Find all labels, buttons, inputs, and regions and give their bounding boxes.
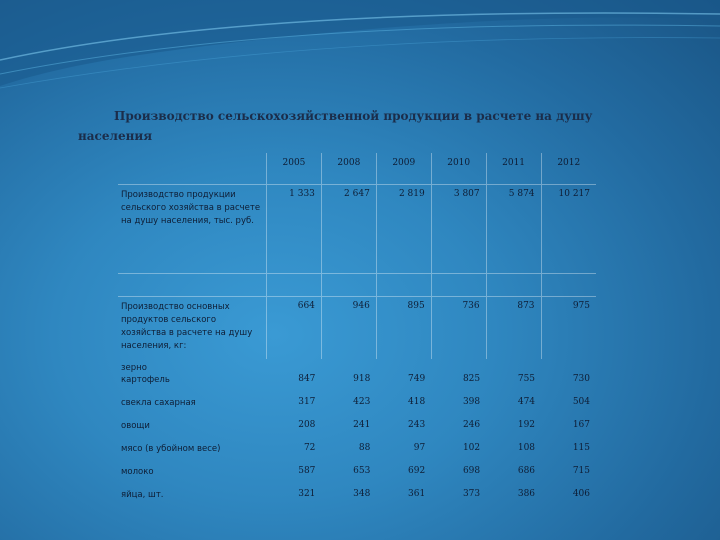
table-cell: 192 <box>517 420 536 430</box>
row-label-potato: картофель <box>121 375 170 385</box>
table-cell: 5 874 <box>486 185 541 274</box>
table-cell: 2 647 <box>321 185 376 274</box>
table-cell: 208 <box>298 420 316 430</box>
table-row <box>118 417 596 440</box>
spacer-cell <box>118 274 267 297</box>
table-cell: 167 <box>572 420 590 430</box>
decorative-swoosh <box>0 0 720 120</box>
year-header: 2005 <box>267 153 322 185</box>
table-cell: 749 <box>408 374 426 384</box>
table-cell: 698 <box>462 466 481 476</box>
table-cell: 88 <box>358 443 371 453</box>
table-cell: 361 <box>408 489 426 499</box>
row-label: овощи <box>121 421 150 431</box>
table-cell: 243 <box>408 420 426 430</box>
table-spacer-row <box>118 274 596 297</box>
table-cell: 755 <box>517 374 536 384</box>
table-row <box>118 486 596 509</box>
table-header-row <box>118 153 596 185</box>
table-cell: 2 819 <box>376 185 431 274</box>
table-cell: 348 <box>353 489 371 499</box>
spacer-cell <box>486 274 541 297</box>
year-header: 2009 <box>376 153 431 185</box>
table-cell: 873 <box>486 297 541 360</box>
table-cell: 653 <box>353 466 371 476</box>
table-cell: 246 <box>462 420 481 430</box>
header-empty-cell <box>118 153 267 185</box>
table-cell: 423 <box>353 397 371 407</box>
table-row <box>118 359 596 394</box>
row-label-grain: зерно <box>121 363 147 373</box>
spacer-cell <box>321 274 376 297</box>
table-cell: 386 <box>517 489 536 499</box>
row-label: Производство продукции сельского хозяйства в расчете на душу населения, тыс. руб. <box>118 185 267 274</box>
table-cell: 587 <box>298 466 316 476</box>
table-cell: 664 <box>267 297 322 360</box>
table-cell: 398 <box>462 397 481 407</box>
table-cell: 686 <box>517 466 536 476</box>
table-cell: 825 <box>462 374 481 384</box>
row-label: Производство основных продуктов сельского хозяйства в расчете на душу населения, кг: <box>121 302 253 351</box>
table-cell: 730 <box>572 374 590 384</box>
table-cell: 97 <box>413 443 426 453</box>
table-cell: 847 <box>298 374 316 384</box>
row-label: мясо (в убойном весе) <box>121 444 221 454</box>
table-row <box>118 185 596 274</box>
table-row <box>118 297 596 360</box>
page-title: Производство сельскохозяйственной продукции в расчете на душу населения <box>78 109 593 143</box>
table-cell: 418 <box>408 397 426 407</box>
table-cell: 692 <box>408 466 426 476</box>
table-cell: 474 <box>517 397 536 407</box>
table-cell: 108 <box>517 443 536 453</box>
spacer-cell <box>376 274 431 297</box>
row-label: яйца, шт. <box>121 490 164 500</box>
table-cell: 918 <box>353 374 371 384</box>
table-cell: 504 <box>572 397 590 407</box>
year-header: 2012 <box>541 153 596 185</box>
table-cell: 373 <box>462 489 481 499</box>
table-row <box>118 463 596 486</box>
table-cell: 241 <box>353 420 371 430</box>
table-cell: 406 <box>572 489 590 499</box>
spacer-cell <box>431 274 486 297</box>
table-row <box>118 440 596 463</box>
table-cell: 321 <box>298 489 316 499</box>
year-header: 2010 <box>431 153 486 185</box>
table-cell: 736 <box>431 297 486 360</box>
row-label: молоко <box>121 467 154 477</box>
table-cell: 115 <box>572 443 590 453</box>
table-cell: 72 <box>303 443 316 453</box>
table-row <box>118 394 596 417</box>
table-cell: 10 217 <box>541 185 596 274</box>
table-cell: 975 <box>541 297 596 360</box>
year-header: 2011 <box>486 153 541 185</box>
table-cell: 946 <box>321 297 376 360</box>
row-label <box>118 359 267 394</box>
row-label: свекла сахарная <box>121 398 196 408</box>
production-table <box>118 153 596 509</box>
table-cell: 317 <box>298 397 316 407</box>
year-header: 2008 <box>321 153 376 185</box>
table-cell: 102 <box>462 443 481 453</box>
spacer-cell <box>267 274 322 297</box>
table-cell: 1 333 <box>267 185 322 274</box>
table-cell: 3 807 <box>431 185 486 274</box>
table-cell: 715 <box>572 466 590 476</box>
table-cell: 895 <box>376 297 431 360</box>
spacer-cell <box>541 274 596 297</box>
